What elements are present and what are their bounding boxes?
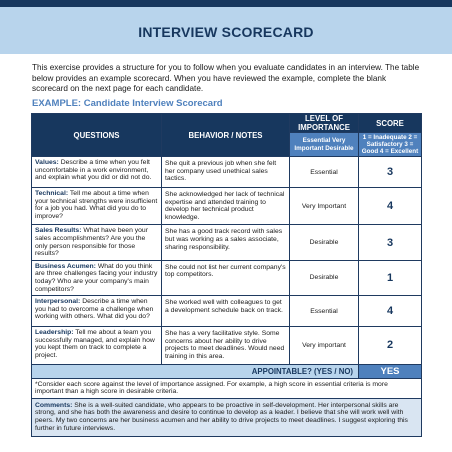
question-cell — [32, 225, 162, 260]
importance-note: *Consider each score against the level of importance assigned. For example, a high score in essential criteria is more important than a high score in desirable criteria. — [32, 378, 422, 398]
behavior-cell: She has a good track record with sales but was working as a sales associate, sharing responsibility. — [162, 225, 290, 260]
question-cell — [32, 296, 162, 327]
question-label: Business Acumen: — [35, 262, 96, 270]
comments-row — [32, 398, 422, 436]
score-cell: 4 — [359, 296, 422, 327]
behavior-cell: She acknowledged her lack of technical expertise and attended training to develop her technical product knowledge. — [162, 188, 290, 225]
header-row — [32, 114, 422, 133]
table-row — [32, 296, 422, 327]
behavior-header: BEHAVIOR / NOTES — [162, 114, 290, 157]
note-row — [32, 378, 422, 398]
importance-cell: Desirable — [290, 260, 359, 295]
question-text: What do you think are three challenges facing your industry today? Who are your company's main competitors? — [35, 262, 158, 293]
question-label: Technical: — [35, 190, 69, 197]
question-label: Values: — [35, 159, 59, 166]
question-cell — [32, 260, 162, 295]
appointable-label: APPOINTABLE? (YES / NO) — [32, 364, 359, 378]
question-text: What have been your sales accomplishments? Are you the only person responsible for those results? — [35, 227, 148, 258]
table-row — [32, 157, 422, 188]
question-text: Tell me about a team you successfully managed, and explain how you kept them on track to complete a project. — [35, 329, 155, 359]
question-label: Sales Results: — [35, 227, 82, 235]
importance-scale: Essential Very Important Desirable — [290, 133, 359, 157]
importance-cell: Very important — [290, 327, 359, 364]
score-cell: 4 — [359, 188, 422, 225]
top-bar — [0, 0, 452, 7]
question-cell — [32, 157, 162, 188]
importance-cell: Essential — [290, 157, 359, 188]
score-scale: 1 = Inadequate 2 = Satisfactory 3 = Good 4 = Excellent — [359, 133, 422, 157]
importance-cell: Essential — [290, 296, 359, 327]
behavior-cell: She quit a previous job when she felt her company used unethical sales tactics. — [162, 157, 290, 188]
behavior-cell: She worked well with colleagues to get a development schedule back on track. — [162, 296, 290, 327]
question-text: Describe a time when you had to overcome a challenge when working with others. What did you do? — [35, 298, 154, 321]
behavior-cell: She could not list her current company's top competitors. — [162, 260, 290, 295]
page-title: INTERVIEW SCORECARD — [138, 24, 314, 40]
appointable-row — [32, 364, 422, 378]
scorecard-table — [31, 113, 422, 437]
question-cell — [32, 327, 162, 364]
score-cell: 2 — [359, 327, 422, 364]
intro-paragraph: This exercise provides a structure for you to follow when you evaluate candidates in an interview. The table below provides an example scorecard. When you have reviewed the example, complete the blank scorecard on the next page for each candidate. — [32, 63, 420, 94]
questions-header: QUESTIONS — [32, 114, 162, 157]
importance-cell: Very Important — [290, 188, 359, 225]
comments-text: She is a well-suited candidate, who appears to be proactive in self-development. Her interpersonal skills are strong, and she has both the awareness and desire to continue to develop as a leader. I believe that she will work well with peers. My two concerns are her business acumen and her ability to drive projects to meet deadlines. I suggest exploring this further in future interviews. — [35, 401, 408, 433]
question-label: Leadership: — [35, 329, 74, 337]
score-cell: 1 — [359, 260, 422, 295]
table-row — [32, 327, 422, 364]
comments-cell — [32, 398, 422, 436]
question-label: Interpersonal: — [35, 298, 81, 306]
score-header: SCORE — [359, 114, 422, 133]
question-cell — [32, 188, 162, 225]
table-row — [32, 225, 422, 260]
question-text: Describe a time when you felt uncomfortable in a work environment, and explain what you did or did not do. — [35, 159, 152, 182]
question-text: Tell me about a time when your technical strengths were insufficient for a job you had. What did you do to improve? — [35, 190, 158, 220]
comments-label: Comments: — [35, 401, 73, 409]
table-row — [32, 260, 422, 295]
score-cell: 3 — [359, 225, 422, 260]
importance-cell: Desirable — [290, 225, 359, 260]
behavior-cell: She has a very facilitative style. Some concerns about her ability to drive projects to meet deadlines. Would need training in this area. — [162, 327, 290, 364]
table-row — [32, 188, 422, 225]
importance-header: LEVEL OF IMPORTANCE — [290, 114, 359, 133]
appointable-value: YES — [359, 364, 422, 378]
score-cell: 3 — [359, 157, 422, 188]
example-heading: EXAMPLE: Candidate Interview Scorecard — [32, 98, 223, 109]
